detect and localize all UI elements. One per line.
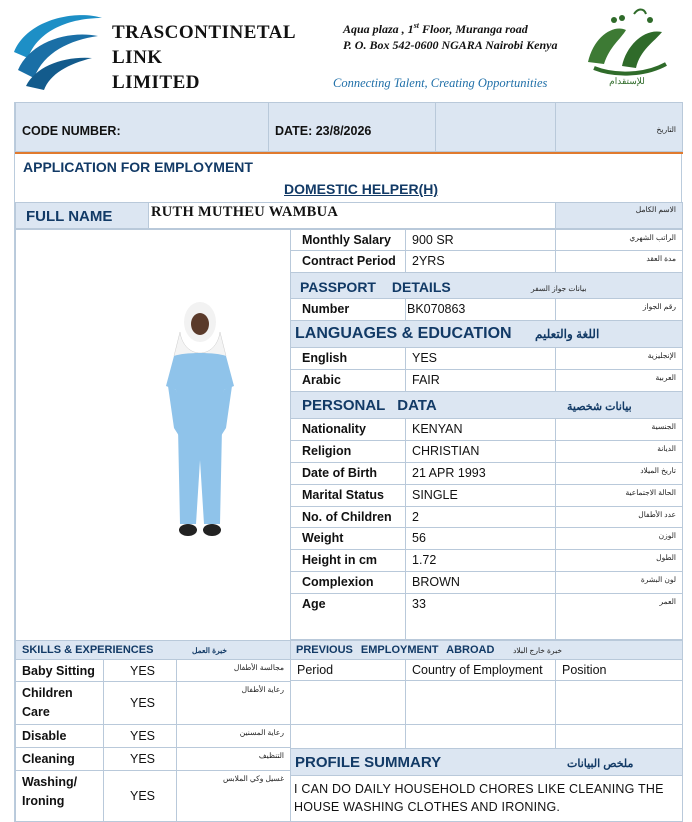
english-value-cell — [405, 347, 556, 370]
personal-section-header — [290, 391, 683, 419]
personal-7-label: Complexion — [302, 575, 374, 589]
salary-value: 900 SR — [412, 233, 454, 247]
employment-position-cell — [555, 680, 683, 725]
salary-ar: الراتب الشهري — [629, 233, 676, 242]
photo-cell — [15, 229, 291, 641]
personal-5-ar: الوزن — [658, 531, 676, 540]
salary-label-cell — [290, 229, 406, 251]
previous-employment-header — [290, 640, 683, 660]
personal-1-value: CHRISTIAN — [412, 444, 480, 458]
profile-text: I CAN DO DAILY HOUSEHOLD CHORES LIKE CLEANING THE HOUSE WASHING CLOTHES AND IRONING. — [294, 782, 664, 814]
personal-6-ar: الطول — [656, 553, 676, 562]
skill-label: Baby Sitting — [22, 664, 95, 678]
contract-value: 2YRS — [412, 254, 445, 268]
skill-label-cell — [15, 770, 104, 822]
personal-2-value-cell — [405, 462, 556, 485]
personal-2-ar: تاريخ الميلاد — [640, 466, 676, 475]
personal-8-ar-cell — [555, 593, 683, 640]
address-superscript: st — [413, 21, 420, 30]
personal-7-label-cell — [290, 571, 406, 594]
passport-number-label-cell — [290, 298, 406, 321]
personal-6-label: Height in cm — [302, 553, 378, 567]
arabic-label: Arabic — [302, 373, 341, 387]
contract-value-cell — [405, 250, 556, 273]
skill-ar-cell — [176, 724, 291, 748]
contract-ar-cell — [555, 250, 683, 273]
personal-4-value: 2 — [412, 510, 419, 524]
address-line: Aqua plaza , 1 — [343, 22, 414, 36]
company-name-line: LIMITED — [112, 72, 200, 93]
personal-4-value-cell — [405, 506, 556, 528]
arabic-value: FAIR — [412, 373, 440, 387]
skills-title: SKILLS & EXPERIENCES — [22, 644, 154, 656]
skill-label: Children Care — [22, 686, 73, 719]
arabic-logo-caption: للإستقدام — [609, 76, 645, 86]
english-value: YES — [412, 351, 438, 365]
english-ar-cell — [555, 347, 683, 370]
personal-0-label-cell — [290, 418, 406, 441]
salary-value-cell — [405, 229, 556, 251]
skill-value-cell — [103, 724, 177, 748]
contract-label: Contract Period — [302, 254, 396, 268]
personal-1-ar-cell — [555, 440, 683, 463]
personal-3-ar: الحالة الاجتماعية — [625, 488, 676, 497]
personal-3-label: Marital Status — [302, 488, 384, 502]
personal-0-value: KENYAN — [412, 422, 463, 436]
personal-title-ar: بيانات شخصية — [567, 401, 632, 413]
personal-1-label: Religion — [302, 444, 352, 458]
skill-value: YES — [130, 696, 156, 710]
passport-title: PASSPORT DETAILS — [300, 279, 451, 295]
arabic-ar-cell — [555, 369, 683, 392]
contract-label-cell — [290, 250, 406, 273]
passport-number-value: BK070863 — [407, 302, 466, 316]
skill-ar: رعاية المسنين — [239, 728, 284, 737]
letterhead — [0, 0, 692, 102]
employment-country-cell — [405, 680, 556, 725]
skill-ar-cell — [176, 747, 291, 771]
personal-8-ar: العمر — [659, 597, 676, 606]
personal-title: PERSONAL DATA — [302, 397, 437, 414]
personal-8-label: Age — [302, 597, 326, 611]
skill-ar-cell — [176, 659, 291, 682]
date-ar-cell — [555, 102, 683, 152]
profile-section-header — [290, 748, 683, 776]
languages-title-ar: اللغة والتعليم — [535, 327, 600, 341]
full-name-value-cell — [148, 202, 556, 229]
skill-label-cell — [15, 747, 104, 771]
personal-5-label: Weight — [302, 531, 344, 545]
application-form — [14, 102, 682, 822]
employment-period-cell-2 — [290, 724, 406, 749]
skill-label: Disable — [22, 729, 67, 743]
skill-value: YES — [130, 752, 156, 766]
personal-6-value: 1.72 — [412, 553, 437, 567]
profile-text-cell — [290, 775, 683, 822]
period-header-cell — [290, 659, 406, 681]
skill-value-cell — [103, 770, 177, 822]
date-label: DATE: 23/8/2026 — [275, 124, 372, 138]
salary-ar-cell — [555, 229, 683, 251]
previous-employment-title: PREVIOUS EMPLOYMENT ABROAD — [296, 644, 495, 656]
company-address — [343, 18, 557, 53]
skill-label-cell — [15, 724, 104, 748]
position-applied: DOMESTIC HELPER(H) — [284, 181, 438, 197]
personal-5-label-cell — [290, 527, 406, 550]
personal-5-value: 56 — [412, 531, 426, 545]
skills-section-header — [15, 640, 291, 660]
company-name-line: LINK — [112, 47, 163, 68]
position-header-cell — [555, 659, 683, 681]
profile-title: PROFILE SUMMARY — [295, 754, 442, 771]
applicant-photo — [154, 300, 244, 548]
country-header-cell — [405, 659, 556, 681]
personal-2-label: Date of Birth — [302, 466, 377, 480]
salary-label: Monthly Salary — [302, 233, 391, 247]
personal-4-label: No. of Children — [302, 510, 392, 524]
code-number-cell — [15, 102, 269, 152]
languages-title: LANGUAGES & EDUCATION — [295, 325, 512, 342]
personal-4-label-cell — [290, 506, 406, 528]
personal-7-value-cell — [405, 571, 556, 594]
skill-ar: مجالسة الأطفال — [233, 663, 284, 672]
personal-8-value: 33 — [412, 597, 426, 611]
personal-6-label-cell — [290, 549, 406, 572]
skills-title-ar: خبرة العمل — [192, 646, 228, 655]
personal-8-value-cell — [405, 593, 556, 640]
skill-label-cell — [15, 681, 104, 725]
personal-4-ar-cell — [555, 506, 683, 528]
skill-value: YES — [130, 663, 156, 678]
company-name-line: TRASCONTINETAL — [112, 22, 297, 43]
arabic-value-cell — [405, 369, 556, 392]
skill-label: Washing/ Ironing — [22, 775, 78, 808]
skill-value-cell — [103, 747, 177, 771]
full-name-ar-cell — [555, 202, 683, 229]
personal-7-ar: لون البشرة — [640, 575, 676, 584]
personal-0-label: Nationality — [302, 422, 366, 436]
personal-5-ar-cell — [555, 527, 683, 550]
skill-ar: رعاية الأطفال — [241, 685, 284, 694]
personal-0-ar-cell — [555, 418, 683, 441]
passport-section-header — [290, 272, 683, 299]
arabic-ar: العربية — [655, 373, 676, 382]
company-logo-icon — [8, 8, 104, 92]
full-name-label-cell — [15, 202, 149, 229]
full-name-ar: الاسم الكامل — [635, 205, 676, 214]
personal-6-value-cell — [405, 549, 556, 572]
employment-period-cell — [290, 680, 406, 725]
personal-5-value-cell — [405, 527, 556, 550]
personal-0-ar: الجنسية — [651, 422, 676, 431]
personal-3-value: SINGLE — [412, 488, 458, 502]
employment-country-cell-2 — [405, 724, 556, 749]
personal-6-ar-cell — [555, 549, 683, 572]
skill-ar: التنظيف — [258, 751, 284, 760]
english-ar: الإنجليزية — [647, 351, 676, 360]
blank-cell — [435, 102, 556, 152]
personal-7-ar-cell — [555, 571, 683, 594]
passport-number-ar: رقم الجواز — [642, 302, 676, 311]
personal-4-ar: عدد الأطفال — [638, 510, 676, 519]
address-line-end: Floor, Muranga road — [419, 22, 528, 36]
period-header: Period — [297, 663, 334, 677]
date-cell — [268, 102, 436, 152]
personal-1-label-cell — [290, 440, 406, 463]
full-name-value: RUTH MUTHEU WAMBUA — [151, 204, 339, 220]
passport-number-ar-cell — [555, 298, 683, 321]
application-title: APPLICATION FOR EMPLOYMENT — [23, 159, 253, 175]
passport-number-value-cell — [405, 298, 556, 321]
personal-0-value-cell — [405, 418, 556, 441]
skill-value-cell — [103, 659, 177, 682]
skill-value: YES — [130, 729, 156, 743]
employment-position-cell-2 — [555, 724, 683, 749]
personal-3-label-cell — [290, 484, 406, 507]
personal-1-value-cell — [405, 440, 556, 463]
date-ar-label: التاريخ — [656, 125, 676, 134]
personal-8-label-cell — [290, 593, 406, 640]
personal-3-value-cell — [405, 484, 556, 507]
orange-divider — [15, 152, 683, 154]
skill-ar-cell — [176, 770, 291, 822]
contract-ar: مدة العقد — [646, 254, 676, 263]
arabic-label-cell — [290, 369, 406, 392]
skill-label-cell — [15, 659, 104, 682]
languages-section-header — [290, 320, 683, 348]
company-name — [112, 20, 296, 95]
english-label-cell — [290, 347, 406, 370]
english-label: English — [302, 351, 348, 365]
skill-label: Cleaning — [22, 752, 75, 766]
previous-employment-title-ar: خبرة خارج البلاد — [513, 646, 562, 655]
personal-3-ar-cell — [555, 484, 683, 507]
full-name-label: FULL NAME — [26, 208, 113, 225]
position-header: Position — [562, 663, 607, 677]
personal-7-value: BROWN — [412, 575, 460, 589]
profile-title-ar: ملخص البيانات — [567, 758, 634, 770]
po-box: P. O. Box 542-0600 NGARA Nairobi Kenya — [343, 38, 558, 52]
personal-1-ar: الديانة — [657, 444, 676, 453]
personal-2-label-cell — [290, 462, 406, 485]
skill-value-cell — [103, 681, 177, 725]
skill-value: YES — [130, 789, 156, 803]
tagline: Connecting Talent, Creating Opportunities — [333, 76, 548, 90]
personal-2-value: 21 APR 1993 — [412, 466, 486, 480]
passport-number-label: Number — [302, 302, 350, 316]
country-header: Country of Employment — [412, 663, 543, 677]
skill-ar: غسيل وكي الملابس — [223, 774, 284, 783]
skill-ar-cell — [176, 681, 291, 725]
personal-2-ar-cell — [555, 462, 683, 485]
passport-title-ar: بيانات جواز السفر — [531, 284, 587, 293]
code-number-label: CODE NUMBER: — [22, 124, 121, 138]
